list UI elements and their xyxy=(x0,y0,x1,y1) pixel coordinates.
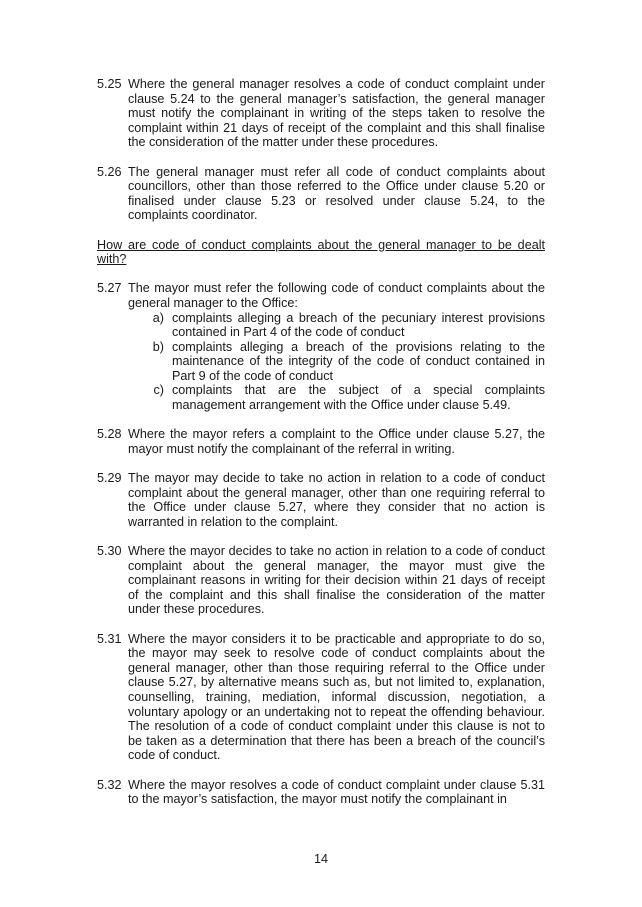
clause-5-28 xyxy=(97,427,545,456)
clause-number: 5.28 xyxy=(97,427,122,442)
section-heading: How are code of conduct complaints about the general manager to be dealt with? xyxy=(97,237,545,267)
clause-5-25 xyxy=(97,77,545,150)
list-item-text: complaints alleging a breach of the pecuniary interest provisions contained in Part 4 of the code of conduct xyxy=(172,310,545,340)
clause-sublist xyxy=(128,311,545,413)
clause-text: Where the mayor decides to take no action in relation to a code of conduct complaint about the general manager, the mayor must give the complainant reasons in writing for their decision within 21 days of receipt of the complaint and this shall finalise the consideration of the matter under these procedures. xyxy=(128,544,545,617)
clause-text: Where the mayor resolves a code of conduct complaint under clause 5.31 to the mayor’s satisfaction, the mayor must notify the complainant in xyxy=(128,777,545,807)
clause-number: 5.30 xyxy=(97,544,122,558)
clause-number: 5.32 xyxy=(97,777,122,792)
clause-number: 5.26 xyxy=(97,164,122,179)
list-item-letter: c) xyxy=(153,383,164,398)
page-number: 14 xyxy=(313,852,328,866)
clause-5-29 xyxy=(97,471,545,529)
list-item-text: complaints that are the subject of a special complaints management arrangement with the Office under clause 5.49. xyxy=(172,383,545,413)
clause-5-32 xyxy=(97,778,545,807)
list-item xyxy=(128,311,545,340)
clause-number: 5.27 xyxy=(97,281,122,296)
clause-body xyxy=(128,281,545,412)
list-item-letter: a) xyxy=(152,310,164,325)
clause-number: 5.29 xyxy=(97,471,122,486)
clause-5-31 xyxy=(97,632,545,763)
clause-text: Where the mayor refers a complaint to the Office under clause 5.27, the mayor must notify the complainant of the referral in writing. xyxy=(128,427,545,456)
clause-5-27 xyxy=(97,281,545,412)
clause-5-30 xyxy=(97,544,545,617)
clause-text: The general manager must refer all code of conduct complaints about councillors, other than those referred to the Office under clause 5.20 or finalised under clause 5.23 or resolved under clause 5.24, to the complaints coordinator. xyxy=(128,164,545,223)
clause-number: 5.25 xyxy=(97,77,122,91)
clause-number: 5.31 xyxy=(97,631,122,646)
clause-text: Where the mayor considers it to be practicable and appropriate to do so, the mayor may seek to resolve code of conduct complaints about the general manager, other than those requiring referral to the Office under clause 5.27, by alternative means such as, but not limited to, explanation, counselling, training, mediation, informal discussion, negotiation, a voluntary apology or an undertaking not to repeat the offending behaviour. The resolution of a code of conduct complaint under this clause is not to be taken as a determination that there has been a breach of the council’s code of conduct. xyxy=(128,631,545,763)
clause-5-26 xyxy=(97,165,545,223)
list-item xyxy=(128,340,545,384)
document-page xyxy=(97,77,545,821)
list-item xyxy=(128,383,545,412)
clause-text: The mayor must refer the following code of conduct complaints about the general manager to the Office: xyxy=(128,281,545,310)
clause-text: The mayor may decide to take no action in relation to a code of conduct complaint about the general manager, other than one requiring referral to the Office under clause 5.27, where they consider that no action is warranted in relation to the complaint. xyxy=(128,471,545,529)
clause-text: Where the general manager resolves a code of conduct complaint under clause 5.24 to the general manager’s satisfaction, the general manager must notify the complainant in writing of the steps taken to resolve the complaint within 21 days of receipt of the complaint and this shall finalise the consideration of the matter under these procedures. xyxy=(128,77,545,150)
list-item-letter: b) xyxy=(152,339,164,354)
list-item-text: complaints alleging a breach of the provisions relating to the maintenance of the integrity of the code of conduct contained in Part 9 of the code of conduct xyxy=(172,339,545,383)
